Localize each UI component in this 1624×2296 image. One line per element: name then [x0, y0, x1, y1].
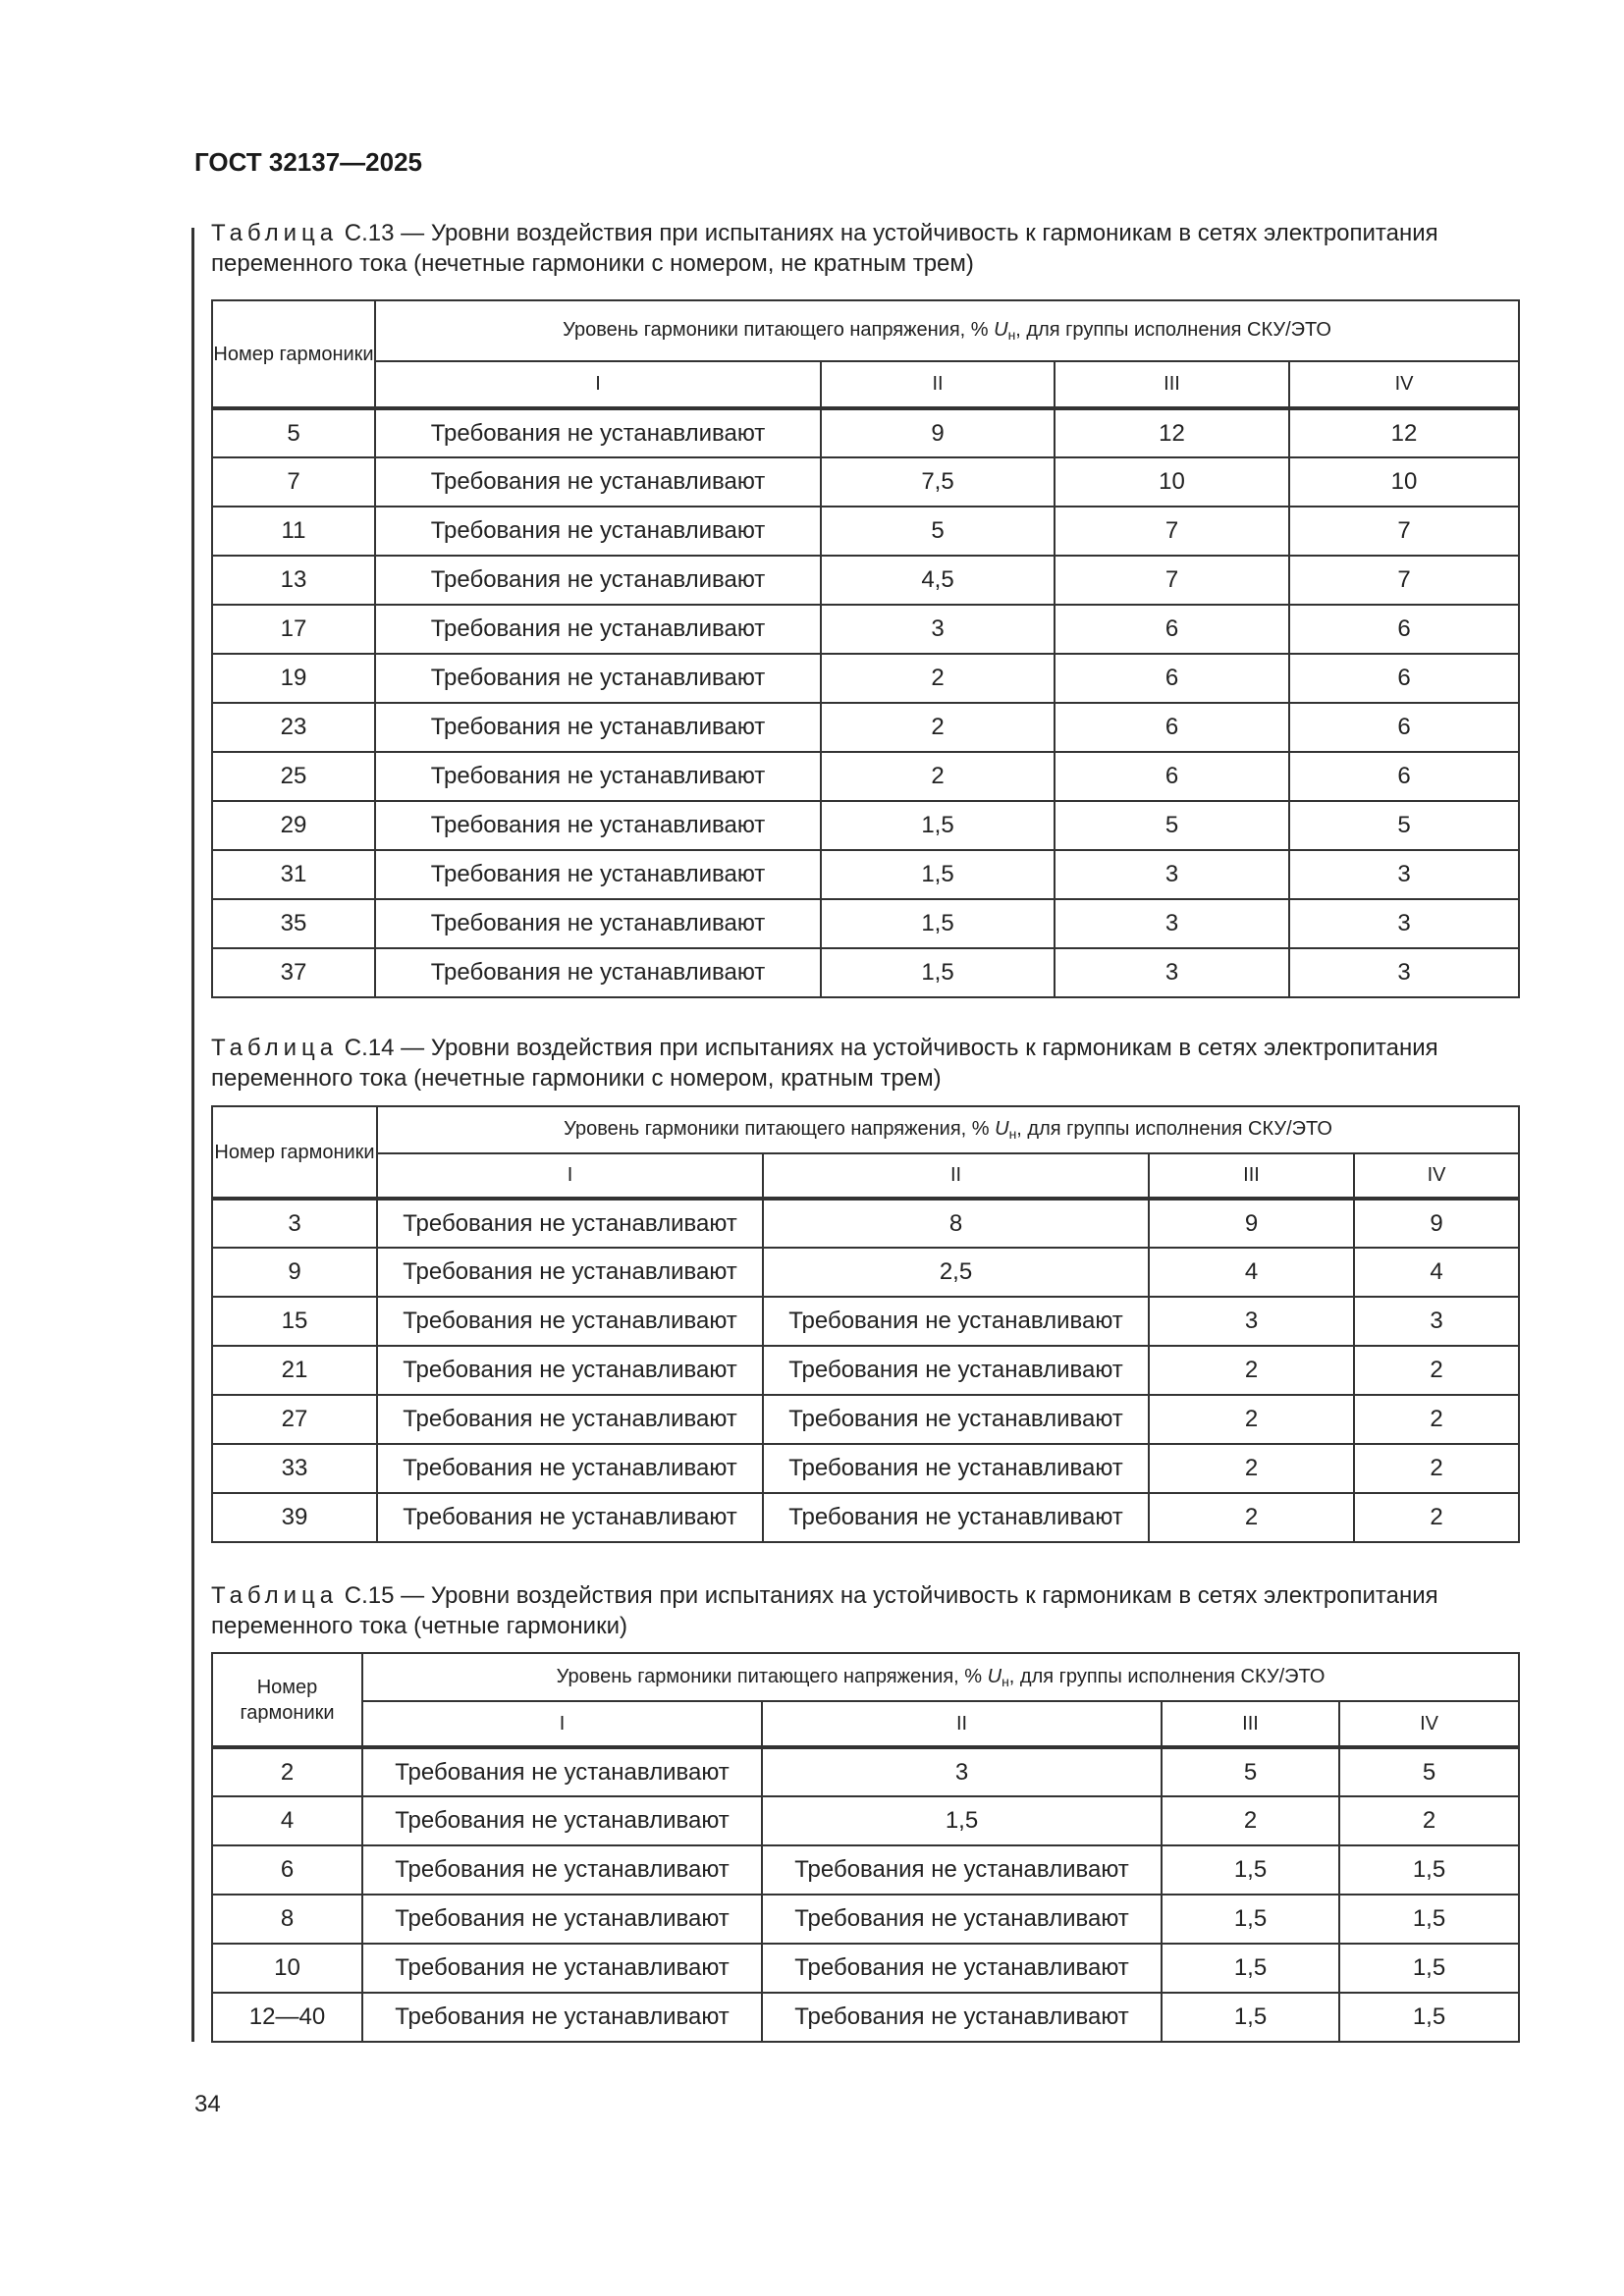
cell-group-iii: 6	[1055, 654, 1289, 703]
cell-group-i: Требования не устанавливают	[362, 1895, 762, 1944]
header-group-iii: III	[1055, 361, 1289, 408]
cell-number: 6	[212, 1845, 362, 1895]
cell-group-iii: 4	[1149, 1248, 1354, 1297]
cell-number: 13	[212, 556, 375, 605]
cell-group-i: Требования не устанавливают	[375, 948, 821, 997]
cell-group-ii: 2,5	[763, 1248, 1149, 1297]
cell-group-iii: 3	[1055, 850, 1289, 899]
header-voltage-level	[377, 1106, 1519, 1153]
cell-group-i: Требования не устанавливают	[375, 507, 821, 556]
cell-number: 4	[212, 1796, 362, 1845]
cell-number: 9	[212, 1248, 377, 1297]
table-id: С.14	[344, 1035, 395, 1061]
cell-group-iii: 1,5	[1162, 1845, 1339, 1895]
cell-group-ii: 1,5	[762, 1796, 1162, 1845]
header-group-ii: II	[763, 1153, 1149, 1199]
table-c13	[211, 299, 1520, 998]
cell-group-iii: 6	[1055, 703, 1289, 752]
header-voltage-level	[375, 300, 1519, 361]
cell-group-iv: 9	[1354, 1199, 1519, 1248]
cell-group-ii: 2	[821, 752, 1055, 801]
cell-group-i: Требования не устанавливают	[375, 752, 821, 801]
caption-word: Таблица	[211, 1035, 339, 1061]
header-harmonic-number: Номер гармоники	[212, 1653, 362, 1747]
table-title: Уровни воздействия при испытаниях на устойчивость к гармоникам в сетях электропитания переменного тока (нечетные гармоники с номером, кратным трем)	[211, 1035, 1438, 1092]
cell-group-i: Требования не устанавливают	[375, 654, 821, 703]
cell-group-i: Требования не устанавливают	[377, 1444, 763, 1493]
cell-group-i: Требования не устанавливают	[362, 1845, 762, 1895]
cell-group-i: Требования не устанавливают	[362, 1796, 762, 1845]
caption-separator: —	[394, 1582, 431, 1609]
cell-group-iv: 3	[1354, 1297, 1519, 1346]
cell-group-ii: 1,5	[821, 850, 1055, 899]
cell-group-iv: 5	[1289, 801, 1519, 850]
cell-group-iii: 1,5	[1162, 1895, 1339, 1944]
header-sub: н	[1001, 1673, 1009, 1689]
cell-group-i: Требования не устанавливают	[375, 408, 821, 457]
cell-group-iv: 10	[1289, 457, 1519, 507]
cell-group-iii: 5	[1055, 801, 1289, 850]
table-id: С.15	[344, 1582, 395, 1609]
cell-group-i: Требования не устанавливают	[375, 703, 821, 752]
cell-group-iv: 2	[1354, 1493, 1519, 1542]
cell-number: 31	[212, 850, 375, 899]
cell-group-iv: 2	[1354, 1346, 1519, 1395]
cell-group-iii: 3	[1055, 899, 1289, 948]
cell-group-iv: 3	[1289, 850, 1519, 899]
header-group-ii: II	[821, 361, 1055, 408]
cell-group-ii: 4,5	[821, 556, 1055, 605]
cell-group-i: Требования не устанавливают	[362, 1747, 762, 1796]
header-sub: н	[1007, 327, 1016, 343]
cell-group-iv: 1,5	[1339, 1944, 1519, 1993]
cell-group-iii: 1,5	[1162, 1944, 1339, 1993]
header-suffix: , для группы исполнения СКУ/ЭТО	[1015, 319, 1331, 341]
cell-group-iii: 2	[1149, 1346, 1354, 1395]
table-caption-c14	[211, 1033, 1517, 1094]
cell-group-iv: 7	[1289, 507, 1519, 556]
table-title: Уровни воздействия при испытаниях на устойчивость к гармоникам в сетях электропитания переменного тока (четные гармоники)	[211, 1582, 1438, 1639]
cell-group-iii: 2	[1162, 1796, 1339, 1845]
cell-group-iii: 2	[1149, 1395, 1354, 1444]
document-code: ГОСТ 32137—2025	[194, 147, 422, 177]
cell-group-iii: 6	[1055, 605, 1289, 654]
cell-group-iv: 6	[1289, 703, 1519, 752]
cell-number: 17	[212, 605, 375, 654]
cell-group-iii: 1,5	[1162, 1993, 1339, 2042]
header-prefix: Уровень гармоники питающего напряжения, %	[556, 1665, 988, 1687]
cell-group-iv: 2	[1354, 1444, 1519, 1493]
cell-group-iv: 1,5	[1339, 1993, 1519, 2042]
cell-group-i: Требования не устанавливают	[362, 1944, 762, 1993]
cell-group-ii: Требования не устанавливают	[762, 1895, 1162, 1944]
cell-group-iii: 9	[1149, 1199, 1354, 1248]
cell-group-iii: 7	[1055, 507, 1289, 556]
table-caption-c15	[211, 1580, 1517, 1641]
header-group-i: I	[362, 1701, 762, 1747]
header-prefix: Уровень гармоники питающего напряжения, %	[563, 319, 995, 341]
cell-group-ii: 8	[763, 1199, 1149, 1248]
cell-number: 19	[212, 654, 375, 703]
margin-change-bar	[191, 228, 194, 2042]
cell-number: 35	[212, 899, 375, 948]
header-group-i: I	[375, 361, 821, 408]
cell-group-i: Требования не устанавливают	[375, 556, 821, 605]
cell-group-ii: Требования не устанавливают	[763, 1395, 1149, 1444]
cell-number: 8	[212, 1895, 362, 1944]
cell-group-i: Требования не устанавливают	[377, 1248, 763, 1297]
header-group-ii: II	[762, 1701, 1162, 1747]
cell-group-ii: Требования не устанавливают	[763, 1346, 1149, 1395]
header-voltage-level	[362, 1653, 1519, 1701]
cell-group-i: Требования не устанавливают	[375, 899, 821, 948]
cell-group-ii: Требования не устанавливают	[763, 1493, 1149, 1542]
cell-number: 23	[212, 703, 375, 752]
cell-group-i: Требования не устанавливают	[377, 1199, 763, 1248]
caption-word: Таблица	[211, 1582, 339, 1609]
cell-group-iv: 6	[1289, 752, 1519, 801]
cell-group-ii: 2	[821, 703, 1055, 752]
cell-group-i: Требования не устанавливают	[375, 457, 821, 507]
cell-number: 29	[212, 801, 375, 850]
caption-separator: —	[394, 1035, 431, 1061]
header-group-iii: III	[1162, 1701, 1339, 1747]
header-var: U	[995, 1118, 1009, 1140]
header-suffix: , для группы исполнения СКУ/ЭТО	[1016, 1118, 1332, 1140]
cell-group-iv: 1,5	[1339, 1895, 1519, 1944]
cell-group-ii: Требования не устанавливают	[762, 1845, 1162, 1895]
cell-group-ii: Требования не устанавливают	[762, 1993, 1162, 2042]
cell-group-i: Требования не устанавливают	[377, 1395, 763, 1444]
cell-number: 21	[212, 1346, 377, 1395]
cell-number: 15	[212, 1297, 377, 1346]
cell-number: 12—40	[212, 1993, 362, 2042]
cell-number: 10	[212, 1944, 362, 1993]
header-group-i: I	[377, 1153, 763, 1199]
cell-group-iv: 2	[1339, 1796, 1519, 1845]
cell-group-ii: Требования не устанавливают	[763, 1297, 1149, 1346]
cell-group-i: Требования не устанавливают	[377, 1493, 763, 1542]
cell-group-i: Требования не устанавливают	[375, 605, 821, 654]
cell-group-i: Требования не устанавливают	[375, 801, 821, 850]
header-var: U	[987, 1665, 1002, 1687]
caption-word: Таблица	[211, 220, 339, 246]
cell-group-iv: 3	[1289, 948, 1519, 997]
cell-group-ii: 3	[821, 605, 1055, 654]
cell-group-iii: 10	[1055, 457, 1289, 507]
cell-group-iv: 4	[1354, 1248, 1519, 1297]
cell-group-i: Требования не устанавливают	[375, 850, 821, 899]
header-suffix: , для группы исполнения СКУ/ЭТО	[1008, 1665, 1326, 1687]
page-number: 34	[194, 2091, 221, 2117]
cell-number: 27	[212, 1395, 377, 1444]
cell-number: 5	[212, 408, 375, 457]
cell-group-iii: 2	[1149, 1493, 1354, 1542]
table-id: С.13	[344, 220, 395, 246]
cell-group-ii: 9	[821, 408, 1055, 457]
cell-group-ii: 1,5	[821, 801, 1055, 850]
cell-group-iii: 5	[1162, 1747, 1339, 1796]
cell-group-ii: 7,5	[821, 457, 1055, 507]
cell-group-iv: 3	[1289, 899, 1519, 948]
cell-group-iii: 7	[1055, 556, 1289, 605]
cell-group-i: Требования не устанавливают	[377, 1346, 763, 1395]
cell-group-i: Требования не устанавливают	[362, 1993, 762, 2042]
caption-separator: —	[394, 220, 431, 246]
header-prefix: Уровень гармоники питающего напряжения, %	[564, 1118, 996, 1140]
cell-group-ii: 1,5	[821, 899, 1055, 948]
cell-group-ii: 5	[821, 507, 1055, 556]
cell-group-iii: 2	[1149, 1444, 1354, 1493]
cell-group-iv: 7	[1289, 556, 1519, 605]
cell-group-ii: 2	[821, 654, 1055, 703]
cell-number: 37	[212, 948, 375, 997]
cell-group-iv: 12	[1289, 408, 1519, 457]
table-c15	[211, 1652, 1520, 2043]
header-harmonic-number: Номер гармоники	[212, 1106, 377, 1199]
cell-number: 3	[212, 1199, 377, 1248]
header-var: U	[994, 319, 1008, 341]
header-group-iv: IV	[1339, 1701, 1519, 1747]
cell-number: 7	[212, 457, 375, 507]
cell-group-iv: 2	[1354, 1395, 1519, 1444]
cell-group-iv: 5	[1339, 1747, 1519, 1796]
cell-number: 33	[212, 1444, 377, 1493]
cell-group-ii: 3	[762, 1747, 1162, 1796]
cell-group-iii: 3	[1149, 1297, 1354, 1346]
cell-number: 39	[212, 1493, 377, 1542]
cell-group-iii: 12	[1055, 408, 1289, 457]
cell-group-ii: 1,5	[821, 948, 1055, 997]
header-group-iv: IV	[1354, 1153, 1519, 1199]
table-title: Уровни воздействия при испытаниях на устойчивость к гармоникам в сетях электропитания переменного тока (нечетные гармоники с номером, не кратным трем)	[211, 220, 1438, 277]
cell-group-iii: 6	[1055, 752, 1289, 801]
header-sub: н	[1008, 1126, 1017, 1142]
header-group-iii: III	[1149, 1153, 1354, 1199]
table-c14	[211, 1105, 1520, 1543]
cell-group-iv: 6	[1289, 654, 1519, 703]
cell-group-iv: 1,5	[1339, 1845, 1519, 1895]
header-group-iv: IV	[1289, 361, 1519, 408]
cell-number: 2	[212, 1747, 362, 1796]
cell-group-ii: Требования не устанавливают	[763, 1444, 1149, 1493]
cell-group-iii: 3	[1055, 948, 1289, 997]
cell-group-ii: Требования не устанавливают	[762, 1944, 1162, 1993]
cell-number: 25	[212, 752, 375, 801]
cell-group-iv: 6	[1289, 605, 1519, 654]
cell-number: 11	[212, 507, 375, 556]
header-harmonic-number: Номер гармоники	[212, 300, 375, 408]
cell-group-i: Требования не устанавливают	[377, 1297, 763, 1346]
table-caption-c13	[211, 218, 1517, 279]
